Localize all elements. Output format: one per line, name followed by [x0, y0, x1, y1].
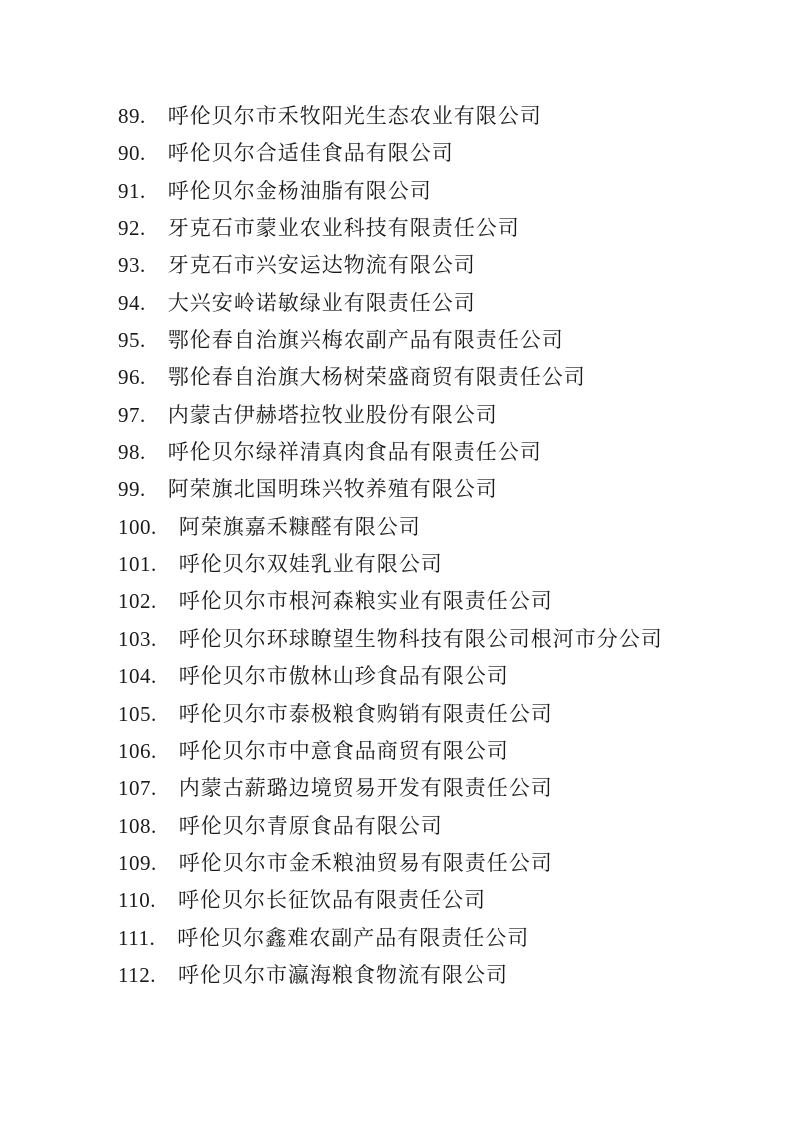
list-item	[118, 845, 733, 882]
list-item-number: 95.	[118, 328, 146, 353]
company-name: 呼伦贝尔合适佳食品有限公司	[167, 141, 454, 166]
company-name: 呼伦贝尔市瀛海粮食物流有限公司	[177, 962, 508, 987]
company-name: 呼伦贝尔市根河森粮实业有限责任公司	[178, 589, 553, 614]
list-item-number: 103.	[118, 626, 157, 651]
list-item	[118, 546, 733, 583]
company-name: 牙克石市蒙业农业科技有限责任公司	[167, 216, 520, 241]
list-item	[118, 583, 733, 620]
company-name: 呼伦贝尔市中意食品商贸有限公司	[178, 738, 509, 763]
list-item-number: 90.	[118, 141, 146, 166]
company-name: 呼伦贝尔鑫难农副产品有限责任公司	[177, 925, 530, 950]
company-name: 大兴安岭诺敏绿业有限责任公司	[167, 290, 476, 315]
list-item-number: 112.	[118, 962, 156, 987]
list-item	[118, 770, 733, 807]
company-name: 呼伦贝尔市禾牧阳光生态农业有限公司	[167, 104, 542, 128]
list-item	[118, 471, 733, 508]
list-item-number: 111.	[118, 925, 156, 950]
company-name: 呼伦贝尔青原食品有限公司	[178, 813, 443, 838]
company-name: 内蒙古伊赫塔拉牧业股份有限公司	[167, 402, 498, 427]
company-name: 阿荣旗嘉禾糠醛有限公司	[178, 514, 421, 539]
list-item	[118, 173, 733, 210]
company-name: 呼伦贝尔双娃乳业有限公司	[178, 552, 443, 577]
list-item	[118, 285, 733, 322]
list-item	[118, 434, 733, 471]
list-item	[118, 658, 733, 695]
company-name: 呼伦贝尔长征饮品有限责任公司	[177, 888, 486, 913]
list-item	[118, 135, 733, 172]
list-item-number: 100.	[118, 514, 157, 539]
list-item	[118, 509, 733, 546]
list-item-number: 99.	[118, 477, 146, 502]
list-item-number: 98.	[118, 440, 146, 465]
list-item-number: 96.	[118, 365, 146, 390]
company-name: 鄂伦春自治旗兴梅农副产品有限责任公司	[167, 328, 564, 353]
company-name: 呼伦贝尔市金禾粮油贸易有限责任公司	[178, 850, 553, 875]
list-item	[118, 957, 733, 994]
list-item	[118, 98, 733, 135]
list-item	[118, 882, 733, 919]
list-item-number: 106.	[118, 738, 157, 763]
list-item-number: 107.	[118, 776, 157, 801]
company-name: 鄂伦春自治旗大杨树荣盛商贸有限责任公司	[167, 365, 586, 390]
numbered-company-list	[118, 98, 733, 994]
list-item	[118, 397, 733, 434]
list-item-number: 97.	[118, 402, 146, 427]
list-item-number: 110.	[118, 888, 156, 913]
list-item	[118, 621, 733, 658]
list-item-number: 104.	[118, 664, 157, 689]
list-item	[118, 210, 733, 247]
list-item-number: 91.	[118, 178, 146, 203]
company-name: 呼伦贝尔金杨油脂有限公司	[167, 178, 432, 203]
company-name: 内蒙古薪璐边境贸易开发有限责任公司	[178, 776, 553, 801]
list-item	[118, 808, 733, 845]
list-item-number: 108.	[118, 813, 157, 838]
list-item-number: 101.	[118, 552, 157, 577]
list-item-number: 89.	[118, 104, 146, 128]
list-item-number: 93.	[118, 253, 146, 278]
list-item-number: 109.	[118, 850, 157, 875]
list-item-number: 102.	[118, 589, 157, 614]
company-name: 呼伦贝尔绿祥清真肉食品有限责任公司	[167, 440, 542, 465]
list-item	[118, 322, 733, 359]
company-name: 呼伦贝尔环球瞭望生物科技有限公司根河市分公司	[178, 626, 663, 651]
list-item	[118, 733, 733, 770]
list-item-number: 92.	[118, 216, 146, 241]
list-item	[118, 247, 733, 284]
company-name: 呼伦贝尔市泰极粮食购销有限责任公司	[178, 701, 553, 726]
list-item	[118, 696, 733, 733]
company-name: 牙克石市兴安运达物流有限公司	[167, 253, 476, 278]
list-item-number: 105.	[118, 701, 157, 726]
company-name: 阿荣旗北国明珠兴牧养殖有限公司	[167, 477, 498, 502]
list-item-number: 94.	[118, 290, 146, 315]
list-item	[118, 359, 733, 396]
list-item	[118, 920, 733, 957]
company-name: 呼伦贝尔市傲林山珍食品有限公司	[178, 664, 509, 689]
